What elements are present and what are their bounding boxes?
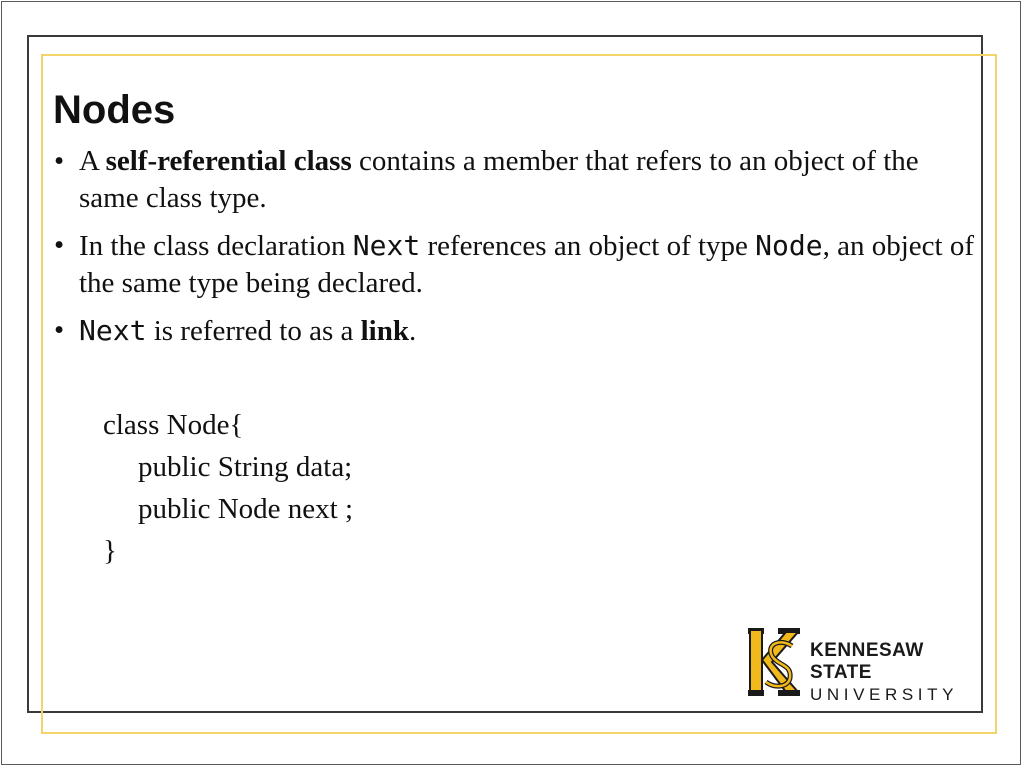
bullet-3-code-next: Next bbox=[79, 314, 147, 347]
bullet-item-3 bbox=[54, 312, 979, 350]
bullet-2-middle: references an object of type bbox=[420, 230, 756, 262]
bullet-1-prefix: A bbox=[79, 145, 106, 177]
code-line-data-field: public String data; bbox=[138, 451, 353, 483]
code-line-class-header: class Node{ bbox=[103, 409, 244, 441]
ksu-wordmark bbox=[810, 640, 964, 706]
ksu-wordmark-line1: KENNESAW STATE bbox=[810, 640, 924, 683]
code-snippet bbox=[103, 404, 353, 572]
bullet-2-rest: , an object of the same type being declared. bbox=[79, 230, 974, 299]
bullet-list bbox=[54, 143, 979, 360]
bullet-item-2 bbox=[54, 227, 979, 302]
bullet-2-code-next: Next bbox=[352, 229, 421, 262]
bullet-item-1 bbox=[54, 143, 979, 217]
bullet-1-bold-term: self-referential class bbox=[105, 145, 352, 177]
bullet-2-code-node: Node bbox=[755, 229, 823, 262]
bullet-marker: • bbox=[54, 229, 65, 261]
bullet-1-rest: contains a member that refers to an object of the same class type. bbox=[79, 145, 919, 214]
code-line-closing-brace: } bbox=[103, 535, 117, 567]
ksu-wordmark-line2: UNIVERSITY bbox=[810, 685, 959, 704]
slide-title: Nodes bbox=[53, 88, 176, 132]
bullet-3-bold-term: link bbox=[360, 315, 409, 347]
bullet-3-middle: is referred to as a bbox=[146, 315, 361, 347]
bullet-2-prefix: In the class declaration bbox=[79, 230, 353, 262]
bullet-3-rest: . bbox=[409, 315, 417, 347]
ksu-logo bbox=[744, 624, 964, 704]
code-line-next-field: public Node next ; bbox=[138, 493, 354, 525]
ksu-emblem-icon bbox=[744, 624, 804, 700]
bullet-marker: • bbox=[54, 145, 65, 177]
bullet-marker: • bbox=[54, 314, 65, 346]
